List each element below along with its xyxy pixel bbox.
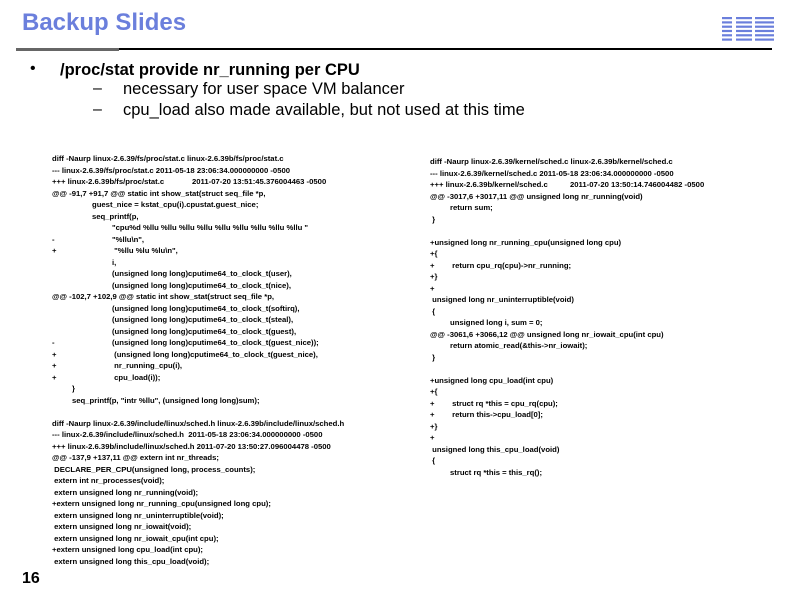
code-line: extern unsigned long nr_uninterruptible(void); bbox=[52, 510, 224, 520]
code-line: return sum; bbox=[430, 203, 493, 212]
code-line: + bbox=[430, 433, 435, 442]
code-line: +} bbox=[430, 272, 438, 281]
header-rule-accent bbox=[16, 48, 119, 51]
code-line: return atomic_read(&this->nr_iowait); bbox=[430, 341, 588, 350]
code-line: --- linux-2.6.39/kernel/sched.c 2011-05-18 23:06:34.000000000 -0500 bbox=[430, 168, 674, 178]
code-line: } bbox=[430, 214, 436, 224]
code-line: @@ -3061,6 +3066,12 @@ unsigned long nr_iowait_cpu(int cpu) bbox=[430, 329, 664, 339]
code-line: extern unsigned long nr_iowait_cpu(int cpu); bbox=[52, 533, 219, 543]
code-line bbox=[52, 406, 344, 418]
code-line: @@ -137,9 +137,11 @@ extern int nr_threads; bbox=[52, 453, 219, 462]
page-number: 16 bbox=[22, 570, 40, 587]
bullet-main: /proc/stat provide nr_running per CPU bbox=[60, 61, 360, 79]
code-line: + cpu_load(i)); bbox=[52, 372, 161, 382]
code-line: +unsigned long cpu_load(int cpu) bbox=[430, 375, 554, 385]
code-line: +{ bbox=[430, 387, 438, 396]
sub-bullet-dash: – bbox=[93, 80, 102, 97]
code-line: (unsigned long long)cputime64_to_clock_t(user), bbox=[52, 269, 292, 278]
code-line: } bbox=[52, 384, 75, 393]
code-line: extern int nr_processes(void); bbox=[52, 476, 165, 485]
sub-bullet: cpu_load also made available, but not used at this time bbox=[123, 101, 525, 119]
code-line: +{ bbox=[430, 249, 438, 258]
code-line: (unsigned long long)cputime64_to_clock_t(guest), bbox=[52, 326, 297, 336]
code-line: guest_nice = kstat_cpu(i).cpustat.guest_nice; bbox=[52, 200, 259, 209]
code-line: +++ linux-2.6.39b/fs/proc/stat.c 2011-07-20 13:51:45.376004463 -0500 bbox=[52, 177, 327, 186]
code-line: + return cpu_rq(cpu)->nr_running; bbox=[430, 260, 572, 270]
code-line: --- linux-2.6.39/fs/proc/stat.c 2011-05-18 23:06:34.000000000 -0500 bbox=[52, 165, 291, 175]
code-line: +unsigned long nr_running_cpu(unsigned long cpu) bbox=[430, 237, 622, 247]
sub-bullet: necessary for user space VM balancer bbox=[123, 80, 405, 98]
code-line: (unsigned long long)cputime64_to_clock_t(softirq), bbox=[52, 303, 300, 313]
code-diff-right bbox=[430, 156, 704, 478]
code-line: @@ -91,7 +91,7 @@ static int show_stat(struct seq_file *p, bbox=[52, 188, 266, 198]
code-line: +++ linux-2.6.39b/kernel/sched.c 2011-07-20 13:50:14.746004482 -0500 bbox=[430, 180, 705, 189]
code-line: + bbox=[430, 283, 435, 293]
code-line: (unsigned long long)cputime64_to_clock_t(nice), bbox=[52, 280, 291, 290]
code-line: { bbox=[430, 306, 436, 316]
code-line: + (unsigned long long)cputime64_to_clock_t(guest_nice), bbox=[52, 349, 318, 359]
code-line: +++ linux-2.6.39b/include/linux/sched.h 2011-07-20 13:50:27.096004478 -0500 bbox=[52, 441, 331, 451]
code-line: diff -Naurp linux-2.6.39/fs/proc/stat.c linux-2.6.39b/fs/proc/stat.c bbox=[52, 154, 284, 163]
code-line: + struct rq *this = cpu_rq(cpu); bbox=[430, 398, 558, 408]
code-line: struct rq *this = this_rq(); bbox=[430, 467, 543, 477]
code-line: @@ -102,7 +102,9 @@ static int show_stat(struct seq_file *p, bbox=[52, 292, 275, 301]
code-line: diff -Naurp linux-2.6.39/include/linux/sched.h linux-2.6.39b/include/linux/sched.h bbox=[52, 418, 345, 428]
code-line: (unsigned long long)cputime64_to_clock_t(steal), bbox=[52, 315, 294, 324]
code-line: "cpu%d %llu %llu %llu %llu %llu %llu %llu %llu %llu " bbox=[52, 223, 309, 232]
code-line: { bbox=[430, 456, 436, 465]
bullet-glyph: • bbox=[30, 60, 36, 77]
code-line: + return this->cpu_load[0]; bbox=[430, 410, 543, 419]
code-line bbox=[430, 225, 704, 237]
code-line: --- linux-2.6.39/include/linux/sched.h 2011-05-18 23:06:34.000000000 -0500 bbox=[52, 430, 323, 439]
code-line: diff -Naurp linux-2.6.39/kernel/sched.c linux-2.6.39b/kernel/sched.c bbox=[430, 157, 673, 166]
code-line: extern unsigned long nr_iowait(void); bbox=[52, 522, 192, 531]
code-line bbox=[430, 363, 704, 375]
ibm-logo bbox=[722, 17, 774, 41]
code-line: unsigned long i, sum = 0; bbox=[430, 318, 543, 327]
code-line: @@ -3017,6 +3017,11 @@ unsigned long nr_running(void) bbox=[430, 191, 643, 201]
code-line: } bbox=[430, 352, 436, 362]
header-rule bbox=[119, 48, 772, 50]
code-line: +} bbox=[430, 421, 438, 431]
slide-title: Backup Slides bbox=[22, 9, 187, 36]
code-line: extern unsigned long this_cpu_load(void); bbox=[52, 556, 210, 566]
code-line: + nr_running_cpu(i), bbox=[52, 361, 183, 370]
code-line: i, bbox=[52, 257, 117, 267]
code-line: seq_printf(p, "intr %llu", (unsigned long long)sum); bbox=[52, 395, 260, 405]
code-line: seq_printf(p, bbox=[52, 211, 139, 221]
code-line: DECLARE_PER_CPU(unsigned long, process_counts); bbox=[52, 464, 256, 474]
code-line: unsigned long nr_uninterruptible(void) bbox=[430, 295, 574, 304]
code-line: unsigned long this_cpu_load(void) bbox=[430, 444, 560, 454]
code-line: - (unsigned long long)cputime64_to_clock_t(guest_nice)); bbox=[52, 338, 319, 347]
code-line: - "%llu\n", bbox=[52, 234, 145, 244]
sub-bullet-dash: – bbox=[93, 101, 102, 118]
code-diff-left bbox=[52, 153, 344, 567]
code-line: extern unsigned long nr_running(void); bbox=[52, 487, 199, 497]
code-line: +extern unsigned long cpu_load(int cpu); bbox=[52, 545, 203, 554]
code-line: +extern unsigned long nr_running_cpu(unsigned long cpu); bbox=[52, 499, 271, 508]
code-line: + "%llu %lu %lu\n", bbox=[52, 246, 178, 255]
